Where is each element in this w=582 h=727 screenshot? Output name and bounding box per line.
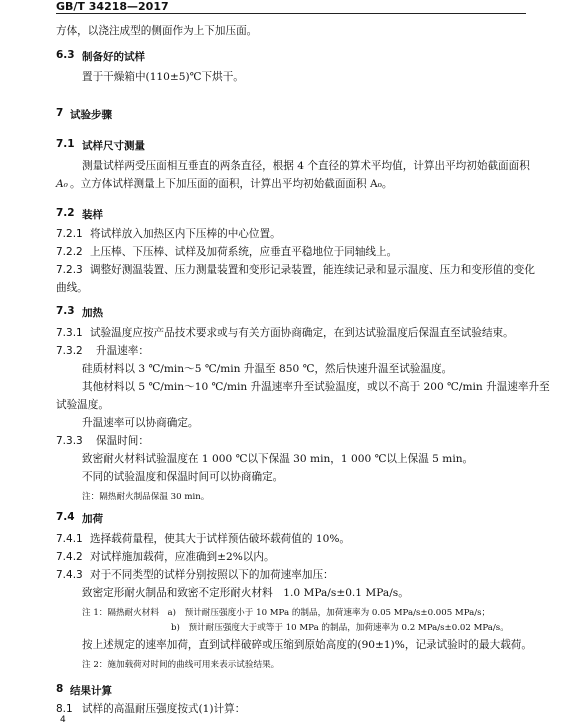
- section-number: 7.2: [56, 207, 75, 219]
- section-number: 6.3: [56, 49, 75, 61]
- clause-number: 7.2.2: [56, 246, 83, 258]
- body-line: 其他材料以 5 ℃/min～10 ℃/min 升温速率升至试验温度，或以不高于 200 ℃/min 升温速率升至: [82, 381, 550, 393]
- header-rule: [56, 13, 526, 14]
- formula-symbol: A₀: [56, 178, 68, 190]
- page-number: 4: [60, 715, 66, 725]
- body-line: 致密定形耐火制品和致密不定形耐火材料 1.0 MPa/s±0.1 MPa/s。: [82, 587, 409, 599]
- clause-number: 7.2.3: [56, 264, 83, 276]
- section-title: 加荷: [82, 513, 103, 525]
- body-line: 曲线。: [56, 282, 88, 294]
- clause-number: 7.4.2: [56, 551, 83, 563]
- body-line: 按上述规定的速率加荷，直到试样破碎或压缩到原始高度的(90±1)%，记录试验时的最大载荷。: [82, 639, 532, 651]
- section-title: 结果计算: [70, 685, 112, 697]
- body-line: 致密耐火材料试验温度在 1 000 ℃以下保温 30 min，1 000 ℃以上保温 5 min。: [82, 453, 474, 465]
- section-number: 8: [56, 683, 64, 695]
- body-line: 硅质材料以 3 ℃/min～5 ℃/min 升温至 850 ℃，然后快速升温至试验温度。: [82, 363, 453, 375]
- section-title: 试验步骤: [70, 109, 112, 121]
- body-line: 选择载荷量程，使其大于试样预估破坏载荷值的 10%。: [90, 533, 350, 545]
- clause-number: 7.2.1: [56, 228, 83, 240]
- body-line: 试验温度应按产品技术要求或与有关方面协商确定，在到达试验温度后保温直至试验结束。: [90, 327, 514, 339]
- clause-number: 7.3.1: [56, 327, 83, 339]
- body-line: 升温速率：: [96, 345, 149, 357]
- standard-header: GB/T 34218—2017: [56, 0, 169, 13]
- section-title: 装样: [82, 209, 103, 221]
- section-number: 7.1: [56, 138, 75, 150]
- body-line: 试样的高温耐压强度按式(1)计算：: [82, 703, 246, 715]
- section-title: 试样尺寸测量: [82, 140, 145, 152]
- body-line: 保温时间：: [96, 435, 149, 447]
- body-line: 方体，以浇注成型的侧面作为上下加压面。: [56, 25, 258, 37]
- body-line: 对试样施加载荷，应准确到±2%以内。: [90, 551, 275, 563]
- clause-number: 7.4.1: [56, 533, 83, 545]
- section-number: 7.3: [56, 305, 75, 317]
- body-line: 对于不同类型的试样分别按照以下的加荷速率加压：: [90, 569, 334, 581]
- clause-number: 7.3.2: [56, 345, 83, 357]
- note-line: b) 预计耐压强度大于或等于 10 MPa 的制品，加荷速率为 0.2 MPa/s±0.02 MPa/s。: [171, 623, 509, 633]
- note-line: 注 2：施加载荷对时间的曲线可用来表示试验结果。: [82, 660, 280, 670]
- note-line: 注：隔热耐火制品保温 30 min。: [82, 492, 210, 502]
- body-line: 置于干燥箱中(110±5)℃下烘干。: [82, 71, 244, 83]
- body-line: 试验温度。: [56, 399, 109, 411]
- clause-number: 8.1: [56, 703, 73, 715]
- body-line: 上压棒、下压棒、试样及加荷系统，应垂直平稳地位于同轴线上。: [90, 246, 398, 258]
- clause-number: 7.3.3: [56, 435, 83, 447]
- body-line: 。立方体试样测量上下加压面的面积，计算出平均初始截面面积 A₀。: [70, 178, 393, 190]
- body-line: 不同的试验温度和保温时间可以协商确定。: [82, 471, 284, 483]
- section-title: 制备好的试样: [82, 51, 145, 63]
- body-line: 将试样放入加热区内下压棒的中心位置。: [90, 228, 281, 240]
- body-line: 调整好测温装置、压力测量装置和变形记录装置，能连续记录和显示温度、压力和变形值的变化: [90, 264, 535, 276]
- body-line: 测量试样两受压面相互垂直的两条直径，根据 4 个直径的算术平均值，计算出平均初始截面面积: [82, 160, 530, 172]
- note-line: 注 1：隔热耐火材料 a) 预计耐压强度小于 10 MPa 的制品，加荷速率为 0.05 MPa/s±0.005 MPa/s；: [82, 608, 491, 618]
- body-line: 升温速率可以协商确定。: [82, 417, 199, 429]
- section-number: 7.4: [56, 511, 75, 523]
- section-title: 加热: [82, 307, 103, 319]
- clause-number: 7.4.3: [56, 569, 83, 581]
- section-number: 7: [56, 107, 64, 119]
